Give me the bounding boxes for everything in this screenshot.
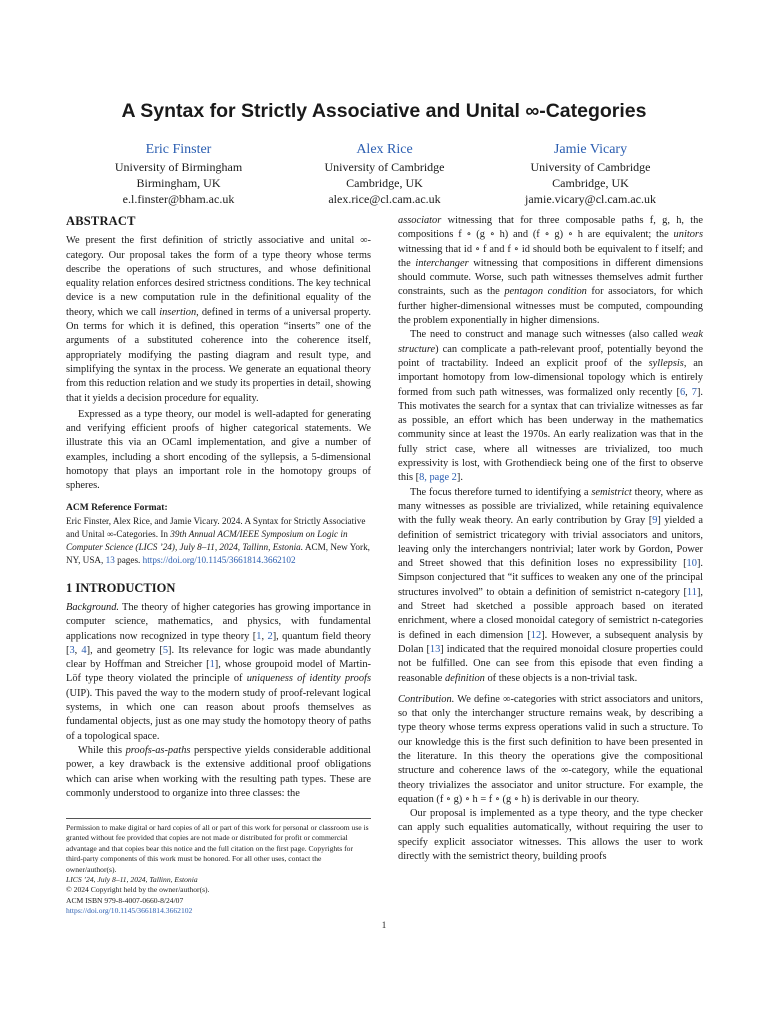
- author-affiliation: University of Cambridge: [324, 160, 445, 174]
- page-count-link[interactable]: 13: [105, 554, 115, 565]
- citation-link[interactable]: 2: [267, 630, 273, 642]
- abstract-paragraph: We present the first definition of strictly associative and unital ∞-category. Our proposal takes the form of a type theory whose terms describe the operations of such structures, and whose definitional equality relation enforces desired strictness conditions. The key technical device is a new computation rule in the definitional equality of the theory, which we call insertion, defined in terms of a universal property. On terms for which it is defined, this operation “inserts” one of the arguments of a substituted coherence into the coherence itself, appropriately modifying the pasting diagram and result type, and simplifying the syntax in the process. We generate an equational theory from this reduction relation and we study its properties in detail, showing that it yields a decision procedure for equality.: [66, 235, 371, 404]
- author-card: [66, 141, 291, 207]
- citation-link[interactable]: 5: [162, 644, 169, 656]
- citation-link[interactable]: 3: [69, 644, 75, 656]
- intro-paragraph: While this proofs-as-paths perspective yields considerable additional power, a key drawback is the extensive additional proof obligations which can arise when working with the resulting path types. These are commonly understood to organize into three classes: the: [66, 744, 371, 799]
- conference-info: LICS ’24, July 8–11, 2024, Tallinn, Estonia: [66, 875, 198, 885]
- citation-link[interactable]: 4: [81, 644, 87, 656]
- body-paragraph: The focus therefore turned to identifying a semistrict theory, where as many witnesses as possible are trivialized, while retaining equivalence with the fully weak theory. An early contribution by Gray [9] yielded a definition of semistrict tricategory with trivial associators and unitors, leaving only the interchangers nontrivial; later work by Gordon, Power and Street showed that this definition loses no expressibility [10]. Simpson conjectured that “it suffices to weaken any one of the principal structures involved” to obtain a definition of semistrict n-category [11], and Street had sketched a possible approach based on iterated enrichment, where a closed monoidal category of semistrict n-categories is defined in each dimension [12]. However, a subsequent analysis by Dolan [13] indicated that the required monoidal closure properties could not be fulfilled. One can see from this episode that even finding a reasonable definition of these objects is a non-trivial task.: [398, 486, 703, 684]
- citation-link[interactable]: 1: [209, 659, 215, 671]
- author-email[interactable]: jamie.vicary@cl.cam.ac.uk: [525, 192, 656, 206]
- left-column: [66, 214, 371, 801]
- isbn-line: ACM ISBN 979-8-4007-0660-8/24/07: [66, 895, 184, 905]
- footnote-doi-link[interactable]: https://doi.org/10.1145/3661814.3662102: [66, 906, 193, 916]
- citation-link[interactable]: 6: [679, 386, 686, 398]
- doi-link[interactable]: https://doi.org/10.1145/3661814.3662102: [142, 554, 296, 565]
- reference-format-heading: ACM Reference Format:: [66, 502, 168, 513]
- citation-link[interactable]: 12: [530, 629, 542, 641]
- body-paragraph: associator witnessing that for three composable paths f, g, h, the compositions f ∘ (g ∘ h) and (f ∘ g) ∘ h are equivalent; the unitors witnessing that id ∘ f and f ∘ id should both be equivalent to f itself; and the interchanger witnessing that compositions in different dimensions should commute. Worse, such path witnesses themselves admit further constraints, such as the pentagon condition for associators, for which further higher-dimensional witnesses must be computed, compounding the problem exponentially in higher dimensions.: [398, 215, 703, 327]
- citation-link[interactable]: 13: [429, 643, 441, 655]
- author-name[interactable]: Alex Rice: [356, 142, 413, 157]
- copyright-footnote: [66, 818, 371, 917]
- author-email[interactable]: e.l.finster@bham.ac.uk: [122, 192, 235, 206]
- abstract-paragraph: Expressed as a type theory, our model is well-adapted for generating and verifying efficient proofs of higher categorical statements. We illustrate this via an OCaml implementation, and give a number of examples, including a short encoding of the syllepsis, a 5-dimensional homotopy that plays an important role in the homotopy groups of spheres.: [66, 408, 371, 492]
- section-heading-introduction: 1 INTRODUCTION: [66, 580, 176, 595]
- author-email[interactable]: alex.rice@cl.cam.ac.uk: [328, 192, 441, 206]
- reference-format: ACM Reference Format: Eric Finster, Alex Rice, and Jamie Vicary. 2024. A Syntax for Strictly Associative and Unital ∞-Categories. In 39th Annual ACM/IEEE Symposium on Logic in Computer Science (LICS ’24), July 8–11, 2024, Tallinn, Estonia. ACM, New York, NY, USA, 13 pages. https://doi.org/10.1145/3661814.3662102: [66, 502, 370, 565]
- body-paragraph: Contribution. We define ∞-categories with strict associators and unitors, so that only the interchanger structure remains weak, by describing a type theory whose terms express operations valid in such a structure. To our knowledge this is the first such definition to have been presented in the literature. In this theory the operations give the compositional structure and coherence laws of the ∞-category, while the equational theory trivializes the associator and unitor structure. For example, the equation (f ∘ g) ∘ h = f ∘ (g ∘ h) is derivable in our theory.: [398, 693, 703, 805]
- citation-link[interactable]: 9: [652, 515, 658, 527]
- author-affiliation: University of Cambridge: [530, 160, 651, 174]
- author-card: [478, 141, 703, 207]
- author-location: Cambridge, UK: [346, 176, 423, 190]
- body-paragraph: The need to construct and manage such witnesses (also called weak structure) can complicate a path-relevant proof, potentially beyond the point of tractability. Indeed an explicit proof of the syllepsis, an important homotopy from low-dimensional topology which is entirely formed from such path witnesses, was formalized only recently [6, 7]. This motivates the search for a syntax that can trivialize witnesses as far as possible, an effort which has been underway in the mathematics community since at least the 1970s. An early realization was that in the fully strict case, where all witnesses are trivialized, too much expressivity is lost, with Grothendieck being one of the first to observe this [8, page 2].: [398, 329, 703, 484]
- paper-title: A Syntax for Strictly Associative and Unital ∞-Categories: [121, 100, 647, 122]
- citation-link[interactable]: 11: [686, 586, 697, 598]
- copyright-line: © 2024 Copyright held by the owner/author(s).: [66, 885, 210, 895]
- citation-link[interactable]: 7: [691, 386, 697, 398]
- right-column: [398, 214, 703, 864]
- author-location: Birmingham, UK: [136, 176, 221, 190]
- page-number: 1: [381, 920, 387, 930]
- author-name[interactable]: Jamie Vicary: [553, 142, 628, 157]
- citation-link[interactable]: 1: [256, 630, 262, 642]
- permission-notice: Permission to make digital or hard copies of all or part of this work for personal or classroom use is granted without fee provided that copies are not made or distributed for profit or commercial advantage and that copies bear this notice and the full citation on the first page. Copyrights for third-party components of this work must be honored. For all other uses, contact the owner/author(s).: [66, 823, 369, 874]
- author-affiliation: University of Birmingham: [114, 160, 243, 174]
- author-card: [272, 141, 497, 207]
- author-location: Cambridge, UK: [552, 176, 629, 190]
- intro-paragraph: Background. The theory of higher categories has growing importance in computer science, mathematics, and physics, with fundamental applications now recognized in type theory [1, 2], quantum field theory [3, 4], and geometry [5]. Its relevance for logic was made abundantly clear by Hoffman and Streicher [1], whose groupoid model of Martin-Löf type theory violated the principle of uniqueness of identity proofs (UIP). This paved the way to the modern study of proof-relevant logical systems, in which one can reason about proofs themselves as fundamental objects, just as one may study the homotopy theory of paths of a topological space.: [66, 601, 372, 742]
- citation-link[interactable]: 10: [686, 558, 697, 570]
- abstract-heading: ABSTRACT: [66, 214, 136, 228]
- author-name[interactable]: Eric Finster: [145, 142, 212, 157]
- body-paragraph: Our proposal is implemented as a type theory, and the type checker can apply such equalities automatically, without requiring the user to specify explicit associator witnesses. This allows the user to work directly with the semistrict theory, building proofs: [398, 808, 703, 863]
- citation-link[interactable]: 8, page 2: [419, 472, 457, 484]
